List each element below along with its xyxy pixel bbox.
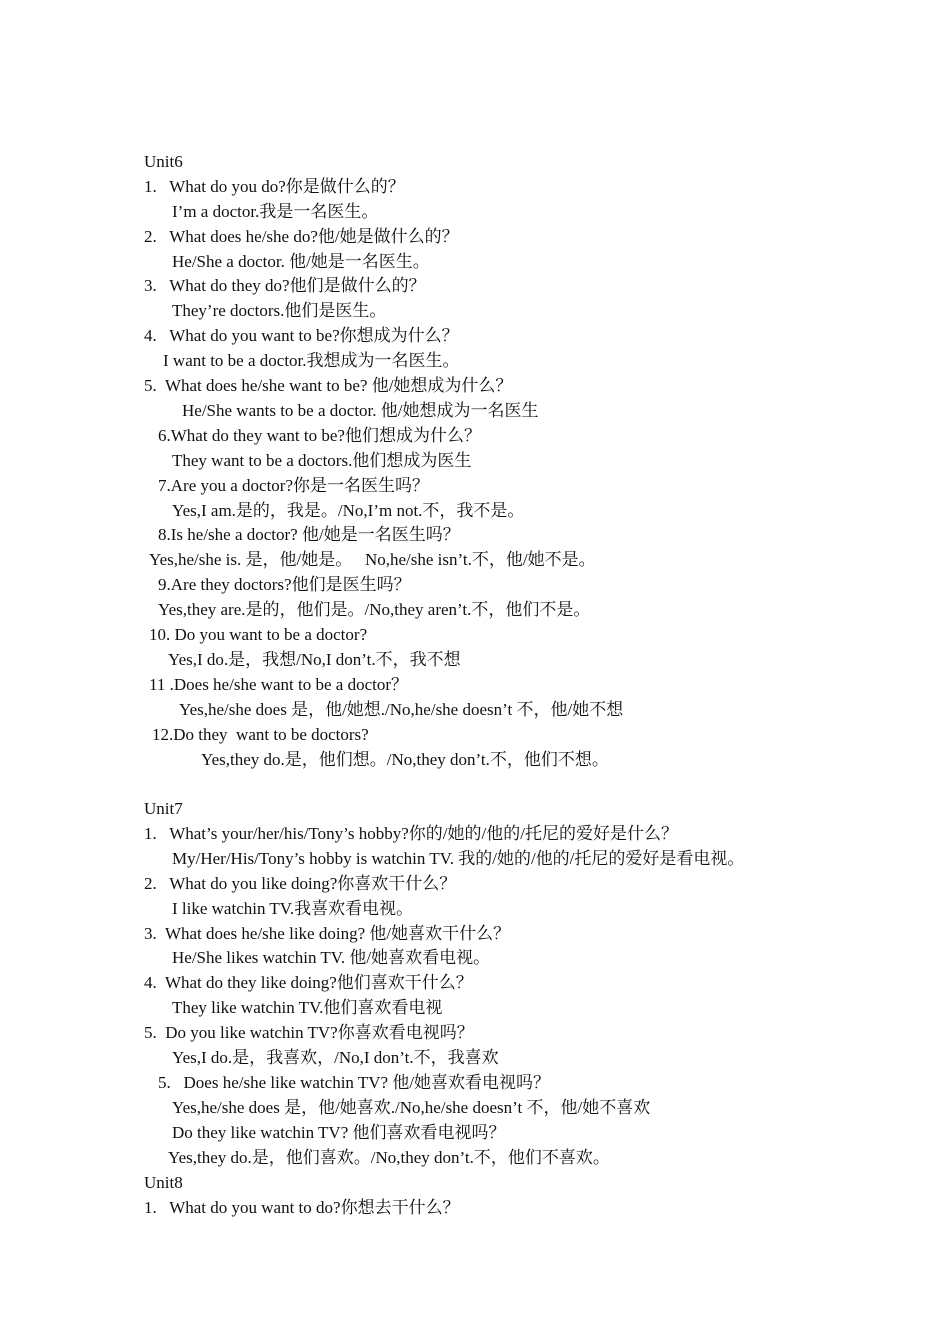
unit7-heading: Unit7	[144, 799, 183, 818]
unit6-answer-3: They’re doctors.他们是医生。	[172, 301, 387, 320]
unit6-question-6: 6.What do they want to be?他们想成为什么？	[158, 426, 481, 445]
unit6-question-11: 11 .Does he/she want to be a doctor？	[149, 675, 409, 694]
unit6-question-12: 12.Do they want to be doctors?	[152, 725, 369, 744]
unit7-answer-6: Yes,he/she does 是，他/她喜欢./No,he/she doesn’t 不，他/她不喜欢	[172, 1098, 651, 1117]
unit6-question-2: 2. What does he/she do?他/她是做什么的？	[144, 227, 459, 246]
unit7-answer-5: Yes,I do.是，我喜欢，/No,I don’t.不，我喜欢	[172, 1048, 499, 1067]
unit7-answer-3: He/She likes watchin TV. 他/她喜欢看电视。	[172, 948, 491, 967]
unit6-question-5: 5. What does he/she want to be? 他/她想成为什么？	[144, 376, 513, 395]
unit6-question-7: 7.Are you a doctor?你是一名医生吗？	[158, 476, 430, 495]
unit6-answer-2: He/She a doctor. 他/她是一名医生。	[172, 252, 430, 271]
unit7-question-5: 5. Do you like watchin TV?你喜欢看电视吗？	[144, 1023, 474, 1042]
unit6-answer-1: I’m a doctor.我是一名医生。	[172, 202, 379, 221]
unit6-question-3: 3. What do they do?他们是做什么的？	[144, 276, 426, 295]
unit7-answer-2: I like watchin TV.我喜欢看电视。	[172, 899, 414, 918]
unit6-answer-6: They want to be a doctors.他们想成为医生	[172, 451, 472, 470]
unit7-question-6: 5. Does he/she like watchin TV? 他/她喜欢看电视吗？	[158, 1073, 551, 1092]
unit7-question-7: Do they like watchin TV? 他们喜欢看电视吗？	[172, 1123, 506, 1142]
unit7-question-4: 4. What do they like doing?他们喜欢干什么？	[144, 973, 473, 992]
unit8-question-1: 1. What do you want to do?你想去干什么？	[144, 1198, 460, 1217]
unit6-question-9: 9.Are they doctors?他们是医生吗？	[158, 575, 411, 594]
unit7-answer-1: My/Her/His/Tony’s hobby is watchin TV. 我的/她的/他的/托尼的爱好是看电视。	[172, 849, 745, 868]
unit6-question-4: 4. What do you want to be?你想成为什么？	[144, 326, 459, 345]
unit7-question-2: 2. What do you like doing?你喜欢干什么？	[144, 874, 457, 893]
unit6-question-10: 10. Do you want to be a doctor?	[149, 625, 368, 644]
unit7-question-1: 1. What’s your/her/his/Tony’s hobby?你的/她的/他的/托尼的爱好是什么？	[144, 824, 678, 843]
unit6-answer-10: Yes,I do.是，我想/No,I don’t.不，我不想	[168, 650, 461, 669]
unit6-answer-5: He/She wants to be a doctor. 他/她想成为一名医生	[182, 401, 539, 420]
unit6-question-8: 8.Is he/she a doctor? 他/她是一名医生吗？	[158, 525, 460, 544]
unit6-answer-7: Yes,I am.是的，我是。/No,I’m not.不，我不是。	[172, 501, 525, 520]
unit6-answer-12: Yes,they do.是，他们想。/No,they don’t.不，他们不想。	[201, 750, 609, 769]
unit6-answer-4: I want to be a doctor.我想成为一名医生。	[163, 351, 460, 370]
unit6-answer-8: Yes,he/she is. 是，他/她是。 No,he/she isn’t.不，他/她不是。	[149, 550, 596, 569]
unit7-answer-4: They like watchin TV.他们喜欢看电视	[172, 998, 443, 1017]
unit6-heading: Unit6	[144, 152, 183, 171]
unit7-question-3: 3. What does he/she like doing? 他/她喜欢干什么？	[144, 924, 511, 943]
unit6-answer-9: Yes,they are.是的，他们是。/No,they aren’t.不，他们不是。	[158, 600, 591, 619]
unit7-answer-7: Yes,they do.是，他们喜欢。/No,they don’t.不，他们不喜欢。	[168, 1148, 610, 1167]
unit8-heading: Unit8	[144, 1173, 183, 1192]
unit6-question-1: 1. What do you do?你是做什么的？	[144, 177, 405, 196]
unit6-answer-11: Yes,he/she does 是，他/她想./No,he/she doesn’t 不，他/她不想	[179, 700, 624, 719]
